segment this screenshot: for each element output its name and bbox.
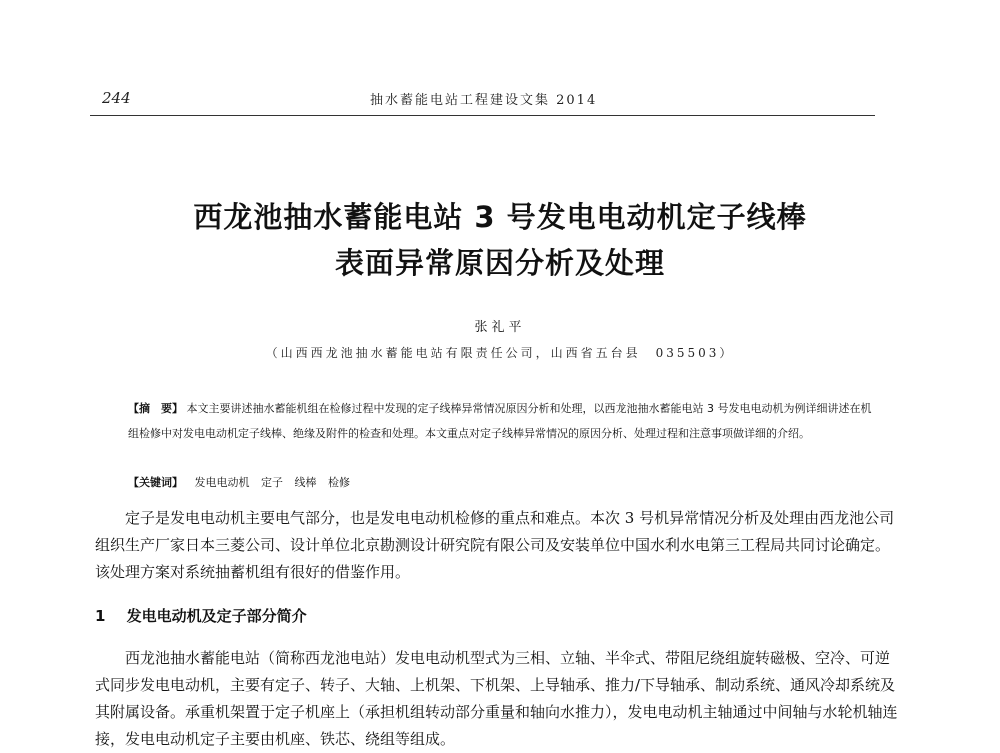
keyword-item: 线棒: [294, 476, 317, 489]
keyword-item: 发电电动机: [194, 476, 250, 489]
abstract-label: 【摘 要】: [128, 402, 183, 415]
keyword-item: 检修: [328, 476, 350, 489]
intro-paragraph: 定子是发电电动机主要电气部分，也是发电电动机检修的重点和难点。本次 3 号机异常情况分析及处理由西龙池公司组织生产厂家日本三菱公司、设计单位北京勘测设计研究院有限公司及安装单位中国水利水电第三工程局共同讨论确定。该处理方案对系统抽蓄机组有很好的借鉴作用。: [95, 509, 895, 581]
section-number: 1: [95, 607, 106, 625]
section-paragraph: 西龙池抽水蓄能电站（简称西龙池电站）发电电动机型式为三相、立轴、半伞式、带阻尼绕组旋转磁极、空冷、可逆式同步发电电动机，主要有定子、转子、大轴、上机架、下机架、上导轴承、推力/下导轴承、制动系统、通风冷却系统及其附属设备。承重机架置于定子机座上（承担机组转动部分重量和轴向水推力），发电电动机主轴通过中间轴与水轮机轴连接，发电电动机定子主要由机座、铁芯、绕组等组成。: [95, 649, 898, 748]
page-number: 244: [102, 89, 131, 107]
keywords: [128, 474, 873, 490]
paper-title-line-2: 表面异常原因分析及处理: [334, 246, 665, 280]
section-title: 发电电动机及定子部分简介: [126, 607, 307, 625]
keywords-label: 【关键词】: [128, 476, 183, 489]
author-name: 张礼平: [474, 320, 526, 335]
keyword-item: 定子: [261, 476, 283, 489]
paper-title-line-1: 西龙池抽水蓄能电站 3 号发电电动机定子线棒: [193, 200, 807, 234]
header-divider: [90, 115, 875, 116]
abstract-text: 本文主要讲述抽水蓄能机组在检修过程中发现的定子线棒异常情况原因分析和处理，以西龙池抽水蓄能电站 3 号发电电动机为例详细讲述在机组检修中对发电电动机定子线棒、绝缘及附件的检查和处理。本文重点对定子线棒异常情况的原因分析、处理过程和注意事项做详细的介绍。: [128, 402, 872, 440]
journal-title: 抽水蓄能电站工程建设文集 2014: [370, 93, 598, 108]
section-heading: [95, 605, 307, 626]
author-affiliation: （山西西龙池抽水蓄能电站有限责任公司，山西省五台县 035503）: [265, 346, 735, 360]
abstract: [128, 396, 873, 446]
